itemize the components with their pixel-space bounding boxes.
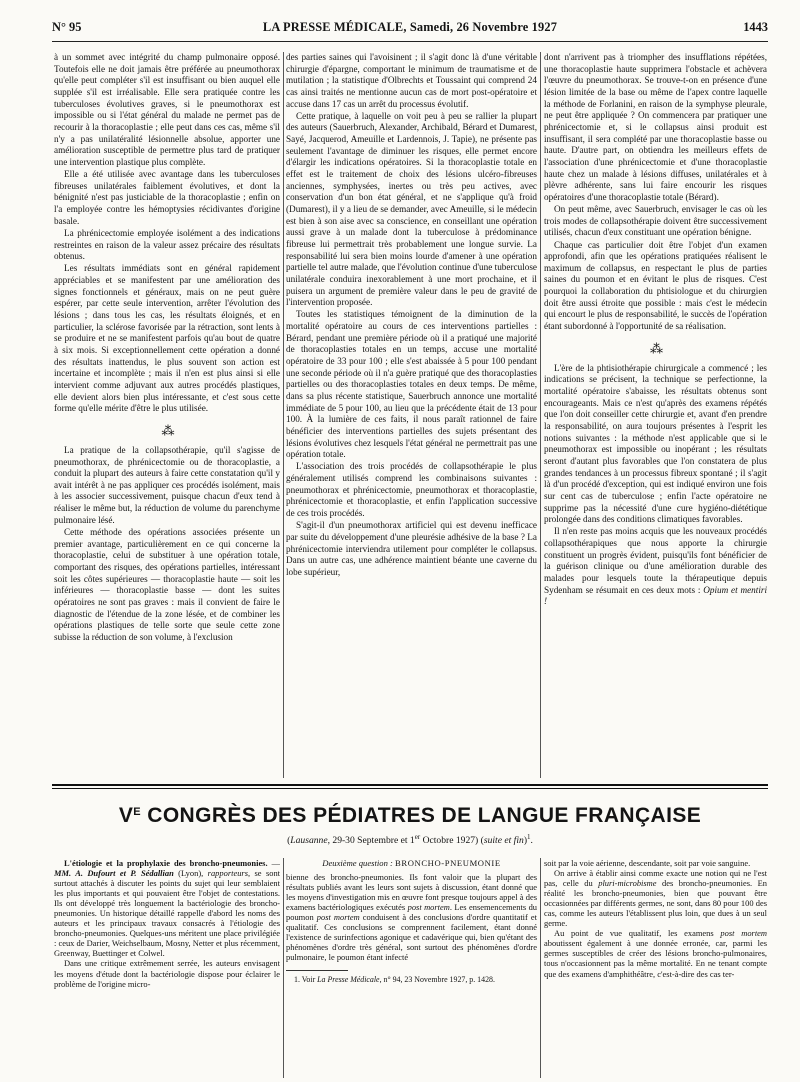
dates: , 29-30 Septembre et 1 (327, 835, 415, 847)
heading-roman: V (118, 804, 134, 827)
column-divider (540, 52, 541, 778)
authors: MM. A. Dufourt et P. Sédallian (54, 868, 174, 879)
paragraph (544, 526, 767, 608)
paragraph-text: , se sont surtout attachés à discuter les points du sujet qui leur semblaient les plus importants et qui pouvaient être l'objet de contestations. Ils ont développé très longuement la bactériologie des broncho-pneumonies. Un historique détaillé rappelle d'abord les noms des auteurs et les principaux travaux consacrés à l'étiologie des broncho-pneumonies. Quelques-uns méritent une place privilégiée : ceux de Darier, Weichselbaum, Mosny, Netter et plus récemment, Greenway, Buettinger et Colwel. (54, 868, 280, 959)
paragraph: Toutes les statistiques témoignent de la diminution de la mortalité opératoire au cours de ces interventions partielles : Bérard, pendant une première période où il a pratiqué une majorité de thoracoplasties totales en un temps, accuse une mortalité opératoire de 33 pour 100 ; elle s'est abaissée à 5 pour 100 pendant une seconde période où il n'a guère pratiqué que des thoracoplasties partielles ou des thoracoplasties totales en deux temps. De même, dans sa plus récente statistique, Sauerbruch annonce une mortalité immédiate de 5 pour 100, au lieu que la précédente était de 13 pour 100. À la lumière de ces faits, il nous paraît rationnel de faire bénéficier des interventions partielles des sujets présentant des lésions évolutives chez lesquels l'état général ne permettrait pas une opération totale. (286, 309, 537, 460)
question-heading (286, 858, 537, 868)
text: aboutissent également à une donnée erronée, car, parmi les germes susceptibles de créer des lésions broncho-pulmonaires, tous n'occasionnent pas la même mortalité. En ne tenant compte que des examens d'amphithéâtre, c'est-à-dire des cas ter- (544, 938, 767, 979)
footnote-rule (286, 970, 348, 971)
paragraph-text: Il n'en reste pas moins acquis que les nouveaux procédés collapsothérapiques que nous apporte la chirurgie constituent un progrès évident, puisqu'ils font bénéficier de la guérison clinique ou d'une amélioration durable des malades pour lesquels toute la thérapeutique depuis Sydenham se résumait en ces deux mots : (544, 526, 767, 595)
congress-column-1 (54, 858, 280, 1080)
article-column-3 (544, 52, 767, 780)
dates-end: Octobre 1927) ( (420, 835, 484, 847)
subject-title: L'étiologie et la prophylaxie des broncho-pneumonies. (64, 858, 268, 868)
italic: post mortem (407, 902, 450, 913)
dash: — (267, 858, 280, 868)
section-separator (52, 784, 768, 786)
paragraph: Elle a été utilisée avec avantage dans les tuberculoses fibreuses unilatérales faiblement évolutives, et dont la bénignité n'est pas justiciable de la thoracoplastie ; enfin on l'a employée contre les hémoptysies récidivantes d'origine basale. (54, 169, 280, 226)
section-separator-thin (52, 788, 768, 789)
paragraph: dont n'arrivent pas à triompher des insufflations répétées, une thoracoplastie haute supprimera l'obstacle et achèvera l'œuvre du pneumothorax. Se trouve-t-on en présence d'une lésion limitée de la base ou même de l'apex contre laquelle la méthode de Forlanini, en raison de la symphyse pleurale, ne peut être appliquée ? On commencera par pratiquer une phrénicectomie et, si le collapsus ainsi produit est insuffisant, il sera complété par une thoracoplastie basse ou haute. D'autre part, on obtiendra les meilleurs effets de l'association d'une phrénicectomie et d'une thoracoplastie haute chez un malade à lésions diffuses, unilatérales et à plèvre adhérente, sans lui faire encourir les risques opératoires d'une thoracoplastie totale (Bérard). (544, 52, 767, 202)
paren: ) (523, 835, 528, 847)
page-number: 1443 (743, 20, 768, 34)
question-title: BRONCHO-PNEUMONIE (395, 858, 501, 868)
journal-title: LA PRESSE MÉDICALE, Samedi, 26 Novembre 1927 (262, 20, 558, 34)
text: conduisent à des conclusions d'ordre quantitatif et qualitatif. Ces conclusions se comprennent facilement, étant donné l'existence de surinfections agonique et cadavérique qui, bien qu'étant des phénomènes d'ordre très général, sont surtout des phénomènes d'ordre pulmonaire, le poumon étant infecté (286, 912, 537, 963)
heading-text: CONGRÈS DES PÉDIATRES DE LANGUE FRANÇAISE (147, 804, 702, 827)
congress-heading (52, 799, 768, 829)
paragraph: soit par la voie aérienne, descendante, soit par voie sanguine. (544, 858, 751, 868)
question-label: Deuxième question (322, 858, 388, 868)
column-divider (540, 858, 541, 1078)
paragraph: La pratique de la collapsothérapie, qu'il s'agisse de pneumothorax, de phrénicectomie ou de thoracoplastie, a conduit la plupart des auteurs à faire cette constatation qu'il y avait intérêt à ne pas appliquer ces procédés isolément, mais à les associer successivement, puisque chacun d'eux tend à réaliser le même but, la réduction de volume du parenchyme pulmonaire lésé. (54, 444, 280, 525)
paragraph: Dans une critique extrêmement serrée, les auteurs envisagent les moyens d'étude dont la bactériologie dispose pour éclairer le problème de l'origine micro- (54, 958, 280, 989)
place: Lausanne (290, 835, 328, 847)
suite-label: suite et fin (483, 835, 524, 847)
column-divider (283, 858, 284, 1078)
article-column-1 (54, 52, 280, 780)
paragraph: L'association des trois procédés de collapsothérapie le plus généralement utilisés comprend les combinaisons suivantes : pneumothorax et phrénicectomie, pneumothorax et thoracoplastie, phrénicectomie et thoracoplastie, et enfin l'application successive de ces trois procédés. (286, 461, 537, 519)
paragraph: Cette pratique, à laquelle on voit peu à peu se rallier la plupart des auteurs (Sauerbruch, Alexander, Archibald, Bérard et Dumarest, Sayé, Jacquerod, Ameuille et Lardennois, J. Tapie), ne présente pas seulement l'avantage de diminuer les risques, elle permet encore d'élargir les indications opératoires. Si la thoracoplastie totale en effet est le traitement de choix des lésions ulcéro-fibreuses anciennes, symphysées, inertes ou très peu actives, avec conservation d'un bon état général, et ne s'applique qu'à froid (Dumarest), il y a lieu de se demander, avec Ameuille, si le médecin est bien à son aise avec sa conscience, en conseillant une opération aussi grave à un malade dont la tuberculose à prédominance fibreuse lui permettrait très probablement une longue survie. La responsabilité lui sera bien moins lourde d'amener à une opération partielle tel autre malade, que l'évolution continue d'une tuberculose unilatérale conduira inexorablement à une mort prochaine, et il puisera un argument de première valeur dans le peu de gravité de l'intervention proposée. (286, 110, 537, 308)
journal-name: La Presse Médicale (317, 975, 380, 985)
section-asterism: ⁂ (161, 422, 173, 438)
text: . Les ensemencements du poumon (286, 902, 537, 923)
closing-quote: Opium et mentiri ! (544, 584, 767, 607)
paragraph: S'agit-il d'un pneumothorax artificiel qui est devenu inefficace par suite du développement d'une pleurésie adhésive de la base ? La phrénicectomie interviendra utilement pour compléter le collapsus. Dans un autre cas, une adhérence maintient béante une caverne du lobe supérieur, (286, 520, 537, 577)
city: (Lyon), (173, 868, 208, 879)
article-column-2 (286, 52, 537, 780)
heading-sup: E (133, 806, 141, 818)
paragraph: des parties saines qui l'avoisinent ; il s'agit donc là d'une véritable chirurgie d'épargne, comportant le minimum de traumatisme et de mutilation ; la statistique d'Olbrechts et Toussaint qui comprend 24 cas ainsi traités ne mentionne aucun cas de mort post-opératoire et accuse dans 17 cas un arrêt du processus évolutif. (286, 52, 537, 109)
paren: ( (287, 835, 291, 847)
paragraph (54, 858, 280, 958)
paragraph: On peut même, avec Sauerbruch, envisager le cas où les trois modes de collapsothérapie doivent être successivement utilisés, chacun d'eux constituant une opération bénigne. (544, 204, 767, 238)
italic: post mortem (720, 928, 767, 939)
footnote-mark: 1 (527, 833, 531, 841)
paragraph (544, 868, 767, 928)
footnote (286, 975, 537, 985)
paragraph: à un sommet avec intégrité du champ pulmonaire opposé. Toutefois elle ne doit jamais être préférée au pneumothorax qu'elle peut compléter s'il est insuffisant ou bien auquel elle supplée s'il est irréalisable. Elle sera pratiquée contre les tuberculoses évolutives graves, si le pneumothorax est impossible ou si l'état général du malade ne permet pas de recourir à la thoracoplastie ; elle peut dans ces cas, même s'il n'y a pas unilatéralité lésionnelle absolue, apporter une amélioration susceptible de permettre plus tard de pratiquer une intervention plastique plus complète. (54, 52, 280, 167)
paragraph (286, 872, 537, 962)
italic: pluri-microbisme (598, 878, 657, 889)
role: rapporteurs (207, 868, 248, 879)
column-divider (283, 52, 284, 778)
text: On arrive à établir ainsi comme exacte une notion qui ne l'est pas, celle du (544, 868, 767, 889)
congress-subtitle (52, 831, 768, 847)
text: Au point de vue qualitatif, les examens (554, 928, 721, 939)
period: . (530, 835, 533, 847)
text: , n° 94, 23 Novembre 1927, p. 1428. (379, 975, 495, 985)
issue-number: N° 95 (52, 20, 82, 34)
congress-column-2 (286, 858, 537, 1080)
ordinal-sup: er (414, 833, 421, 841)
footnote-number: 1. (294, 975, 302, 985)
paragraph: La phrénicectomie employée isolément a des indications restreintes en raison de la valeur assez précaire des résultats obtenus. (54, 227, 280, 262)
header-rule (52, 41, 768, 42)
paragraph: L'ère de la phtisiothérapie chirurgicale a commencé ; les indications se précisent, la technique se perfectionne, la mortalité opératoire s'abaisse, les résultats obtenus sont encourageants. Mais ce n'est qu'après des examens répétés que l'on doit conseiller cette chirurgie et, avant d'en prendre la responsabilité, on aura toujours présentes à l'esprit les notions suivantes : la méthode n'est applicable que si le pneumothorax est impossible ou inopérant ; les résultats seront d'autant plus favorables que l'on constatera de plus grandes tendances à un processus fibreux spontané ; il s'agit là d'un procédé d'exception, qui est indiqué environ une fois sur cent cas de tuberculose ; enfin l'acte opératoire ne supprime pas la nécessité d'une cure hygiéno-diététique prolongée dans des conditions climatiques favorables. (544, 362, 767, 525)
italic: post mortem (316, 912, 360, 923)
sep: : (387, 858, 396, 868)
section-asterism: ⁂ (650, 340, 661, 356)
text: des broncho-pneumonies. En réalité les broncho-pneumonies, bien que pouvant être occasionnées par différents germes, ne sont, dans 80 pour 100 des cas, comme les auteurs l'établissent plus loin, que dues à un seul germe. (544, 878, 767, 929)
text: Voir (301, 975, 318, 985)
paragraph: Chaque cas particulier doit être l'objet d'un examen approfondi, afin que les opérations pratiquées réalisent le maximum de collapsus, en respectant le plus de parties saines du poumon et en évitant le plus de risques. C'est pourquoi la collaboration du phtisiologue et du chirurgien doit être aussi étroite que possible : mais c'est le médecin qui encourt le plus de responsabilité, le succès de l'opération étant subordonné à l'opportunité de sa réalisation. (544, 239, 767, 332)
paragraph (544, 928, 767, 978)
text: bienne des broncho-pneumonies. Ils font valoir que la plupart des résultats publiés avant les leurs sont sujets à discussion, étant donné que les moyens d'investigation mis en œuvre font presque toujours appel à des examens bactériologiques exécutés (286, 872, 537, 913)
congress-column-3 (544, 858, 767, 1080)
running-header (52, 18, 768, 36)
paragraph: Les résultats immédiats sont en général rapidement appréciables et se manifestent par une amélioration des signes fonctionnels et généraux, mais on ne peut guère espérer, par cette seule intervention, arrêter l'évolution des lésions ; dans tous les cas, les résultats éloignés, et en particulier, la sclérose favorisée par la rétraction, sont lents à se produire et ne se manifestent parfois qu'au bout de quatre à six mois. Si exceptionnellement cette opération a donné des résultats inattendus, le plus souvent son action est incertaine et incomplète ; mais il n'en est plus ainsi si elle intervient comme adjuvant aux autres procédés plastiques, elle devient alors bien plus intéressante, et c'est sous cette forme qu'elle mérite d'être le plus utilisée. (54, 263, 280, 414)
paragraph: Cette méthode des opérations associées présente un premier avantage, particulièrement en ce qui concerne la thoracoplastie, celui de substituer à une opération totale, comportant des risques, des opérations partielles, intéressant soit les côtes supérieures — thoracoplastie haute — soit les inférieures — thoracoplastie basse — dont les suites opératoires ne sont pas graves : mais il convient de faire le diagnostic de l'étendue de la zone lésée, et de combiner les opérations plastiques de telle sorte que seule cette zone subisse la réduction de son volume, à l'exclusion (54, 526, 280, 642)
